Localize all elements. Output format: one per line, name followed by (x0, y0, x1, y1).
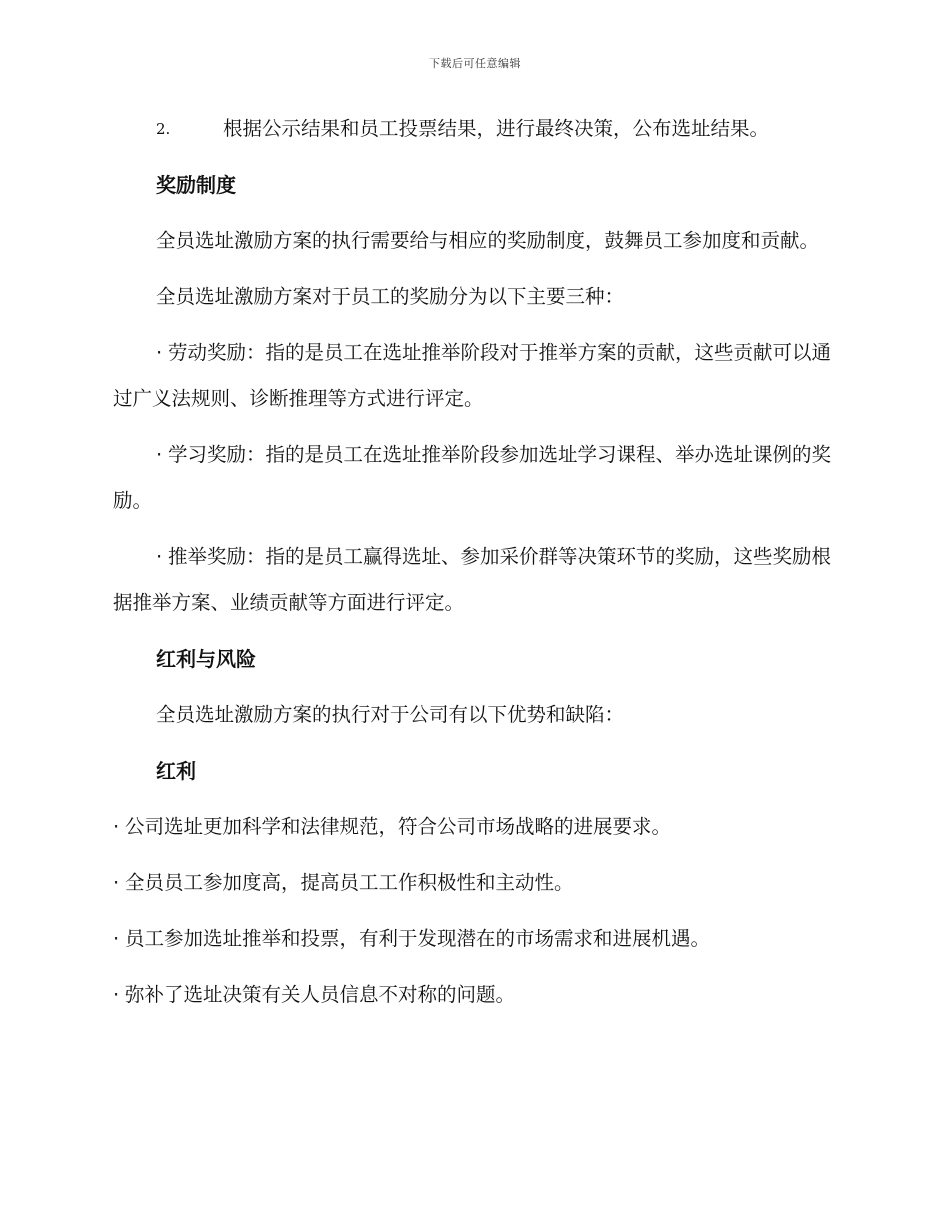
paragraph-rewards-intro: 全员选址激励方案的执行需要给与相应的奖励制度，鼓舞员工参加度和贡献。 (156, 229, 820, 252)
bullet-text: 推举奖励：指的是员工赢得选址、参加采价群等决策环节的奖励，这些奖励根据推举方案、业绩贡献等方面进行评定。 (113, 545, 832, 614)
bullet-dot-icon: · (113, 871, 120, 894)
item-number: 2. (156, 120, 171, 138)
bullet-dot-icon: · (156, 443, 163, 466)
header-note: 下载后可任意编辑 (429, 57, 521, 70)
bullet-text: 弥补了选址决策有关人员信息不对称的问题。 (125, 983, 516, 1006)
bullet-dot-icon: · (113, 927, 120, 950)
paragraph-dividends-risks-intro: 全员选址激励方案的执行对于公司有以下优势和缺陷： (156, 703, 625, 726)
bullet-dot-icon: · (156, 341, 163, 364)
numbered-item (113, 106, 835, 152)
bullet-item (113, 804, 835, 850)
bullet-dot-icon: · (156, 545, 163, 568)
bullet-item (113, 972, 835, 1018)
bullet-text: 劳动奖励：指的是员工在选址推举阶段对于推举方案的贡献，这些贡献可以通过广义法规则、诊断推理等方式进行评定。 (113, 341, 832, 410)
subsection-heading-dividends: 红利 (156, 759, 196, 783)
document-body (113, 106, 835, 1028)
bullet-text: 员工参加选址推举和投票，有利于发现潜在的市场需求和进展机遇。 (125, 927, 711, 950)
bullet-item (113, 916, 835, 962)
bullet-dot-icon: · (113, 983, 120, 1006)
section-heading-rewards: 奖励制度 (156, 173, 236, 197)
section-heading-dividends-risks: 红利与风险 (156, 647, 256, 671)
bullet-text: 公司选址更加科学和法律规范，符合公司市场战略的进展要求。 (125, 815, 672, 838)
bullet-text: 全员员工参加度高，提高员工工作积极性和主动性。 (125, 871, 574, 894)
bullet-item (113, 330, 835, 422)
paragraph-rewards-types-intro: 全员选址激励方案对于员工的奖励分为以下主要三种： (156, 285, 625, 308)
bullet-item (113, 860, 835, 906)
bullet-item (113, 432, 835, 524)
item-text: 根据公示结果和员工投票结果，进行最终决策，公布选址结果。 (223, 117, 770, 140)
bullet-text: 学习奖励：指的是员工在选址推举阶段参加选址学习课程、举办选址课例的奖励。 (113, 443, 832, 512)
bullet-item (113, 534, 835, 626)
bullet-dot-icon: · (113, 815, 120, 838)
